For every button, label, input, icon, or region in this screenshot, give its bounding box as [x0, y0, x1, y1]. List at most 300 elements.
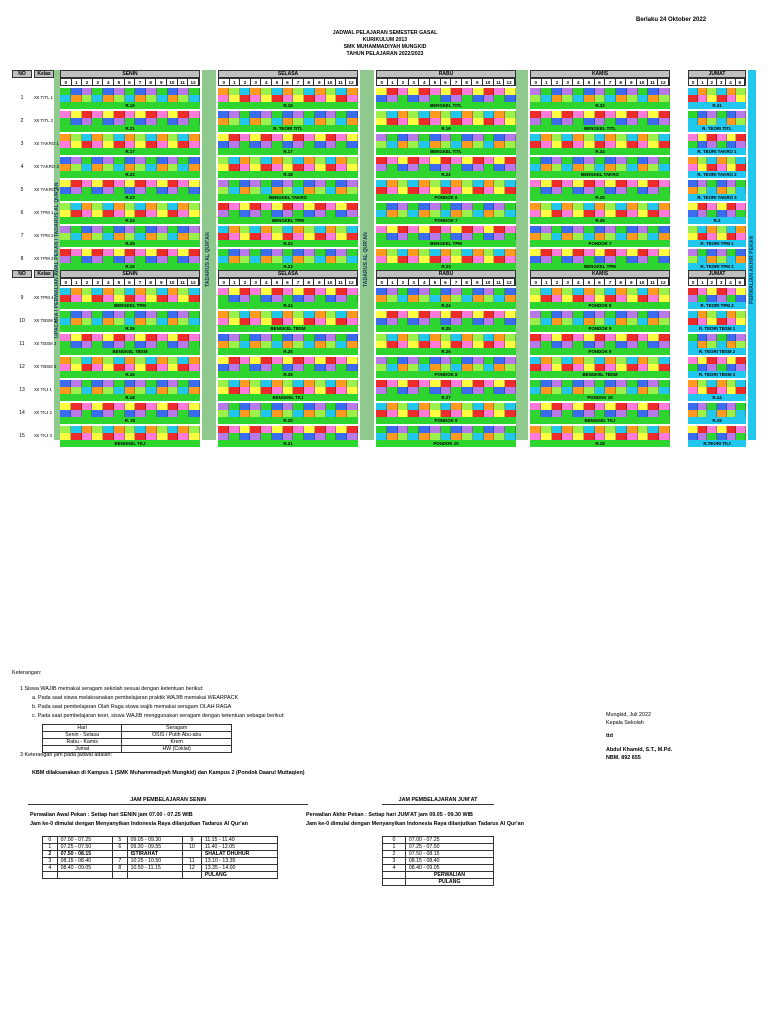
lesson-slot	[462, 357, 473, 364]
lesson-slot	[347, 403, 358, 410]
lesson-slot	[315, 311, 326, 318]
lesson-strip	[218, 157, 358, 164]
lesson-slot	[387, 187, 398, 194]
row-class: XII TBSM 1	[34, 318, 57, 323]
lesson-slot	[573, 295, 584, 302]
lesson-slot	[707, 256, 717, 263]
lesson-slot	[541, 157, 552, 164]
lesson-slot	[326, 233, 337, 240]
lesson-slot	[584, 256, 595, 263]
senin-hour-cell: 8	[113, 865, 128, 872]
lesson-slot	[60, 233, 71, 240]
lesson-slot	[315, 288, 326, 295]
lesson-slot	[315, 357, 326, 364]
lesson-slot	[218, 88, 229, 95]
lesson-slot	[441, 410, 452, 417]
lesson-slot	[240, 295, 251, 302]
lesson-strip	[530, 203, 670, 210]
lesson-slot	[92, 226, 103, 233]
lesson-slot	[552, 134, 563, 141]
lesson-slot	[688, 387, 698, 394]
row-number: 10	[19, 318, 25, 324]
lesson-slot	[293, 288, 304, 295]
lesson-slot	[688, 187, 698, 194]
lesson-slot	[168, 426, 179, 433]
lesson-slot	[659, 180, 670, 187]
lesson-slot	[218, 249, 229, 256]
lesson-slot	[688, 334, 698, 341]
lesson-slot	[584, 141, 595, 148]
lesson-slot	[240, 157, 251, 164]
lesson-slot	[82, 118, 93, 125]
lesson-slot	[218, 210, 229, 217]
lesson-slot	[315, 187, 326, 194]
lesson-slot	[584, 426, 595, 433]
lesson-strip	[60, 387, 200, 394]
period-number: 4	[419, 279, 430, 285]
lesson-slot	[82, 318, 93, 325]
lesson-slot	[229, 288, 240, 295]
lesson-slot	[261, 203, 272, 210]
lesson-slot	[727, 210, 737, 217]
lesson-slot	[707, 341, 717, 348]
jumat-hours-title: JAM PEMBELAJARAN JUM'AT	[382, 796, 494, 805]
lesson-slot	[627, 187, 638, 194]
lesson-slot	[240, 141, 251, 148]
senin-hour-cell: 7	[113, 858, 128, 865]
lesson-slot	[336, 341, 347, 348]
lesson-slot	[648, 233, 659, 240]
lesson-slot	[103, 426, 114, 433]
lesson-slot	[218, 433, 229, 440]
room-label: BENGKEL TITL	[376, 148, 516, 155]
jumat-hour-cell	[383, 872, 406, 879]
lesson-slot	[103, 311, 114, 318]
lesson-slot	[541, 410, 552, 417]
lesson-slot	[229, 164, 240, 171]
room-label: R. TEORI TAKRO 3	[688, 194, 746, 201]
period-number: 4	[573, 79, 584, 85]
lesson-slot	[347, 364, 358, 371]
period-number: 11	[494, 79, 505, 85]
lesson-slot	[648, 403, 659, 410]
room-label: R.22	[218, 240, 358, 247]
period-numbers	[376, 278, 516, 286]
lesson-slot	[717, 141, 727, 148]
lesson-slot	[562, 426, 573, 433]
lesson-slot	[698, 387, 708, 394]
lesson-slot	[430, 88, 441, 95]
lesson-slot	[717, 311, 727, 318]
lesson-slot	[419, 95, 430, 102]
lesson-slot	[736, 256, 746, 263]
lesson-slot	[178, 88, 189, 95]
lesson-slot	[616, 311, 627, 318]
lesson-strip	[60, 111, 200, 118]
jumat-line-2: Jam ke-0 dimulai dengan Menyanyikan Indonesia Raya dilanjutkan Tadarus Al Qur'an	[306, 821, 524, 827]
lesson-slot	[638, 426, 649, 433]
lesson-slot	[727, 380, 737, 387]
lesson-slot	[707, 318, 717, 325]
lesson-strip	[376, 180, 516, 187]
lesson-slot	[595, 141, 606, 148]
lesson-slot	[595, 249, 606, 256]
lesson-strip	[530, 210, 670, 217]
lesson-slot	[336, 387, 347, 394]
lesson-slot	[505, 364, 516, 371]
lesson-slot	[562, 203, 573, 210]
lesson-slot	[398, 249, 409, 256]
senin-hour-cell: PULANG	[201, 872, 277, 879]
lesson-slot	[135, 118, 146, 125]
lesson-slot	[398, 410, 409, 417]
lesson-slot	[441, 226, 452, 233]
lesson-slot	[387, 210, 398, 217]
lesson-slot	[146, 111, 157, 118]
senin-hour-cell	[113, 872, 128, 879]
lesson-slot	[638, 433, 649, 440]
lesson-slot	[347, 295, 358, 302]
lesson-slot	[638, 226, 649, 233]
lesson-slot	[408, 311, 419, 318]
lesson-slot	[250, 357, 261, 364]
lesson-strip	[530, 387, 670, 394]
room-label: R.26	[530, 217, 670, 224]
lesson-slot	[261, 226, 272, 233]
lesson-slot	[92, 249, 103, 256]
lesson-strip	[218, 288, 358, 295]
lesson-slot	[727, 134, 737, 141]
lesson-slot	[484, 387, 495, 394]
lesson-slot	[178, 203, 189, 210]
jumat-hour-cell: 2	[383, 851, 406, 858]
lesson-slot	[736, 357, 746, 364]
lesson-slot	[605, 249, 616, 256]
lesson-slot	[336, 203, 347, 210]
lesson-slot	[595, 311, 606, 318]
lesson-slot	[240, 311, 251, 318]
lesson-slot	[584, 180, 595, 187]
lesson-slot	[261, 380, 272, 387]
lesson-slot	[707, 334, 717, 341]
lesson-slot	[240, 341, 251, 348]
lesson-slot	[473, 380, 484, 387]
lesson-slot	[272, 433, 283, 440]
room-label: R.23	[60, 194, 200, 201]
lesson-slot	[398, 318, 409, 325]
lesson-slot	[530, 249, 541, 256]
lesson-slot	[293, 403, 304, 410]
lesson-slot	[60, 357, 71, 364]
period-number: 6	[595, 279, 606, 285]
lesson-slot	[376, 111, 387, 118]
lesson-slot	[92, 387, 103, 394]
lesson-strip	[530, 226, 670, 233]
lesson-strip	[530, 118, 670, 125]
lesson-slot	[505, 141, 516, 148]
lesson-slot	[484, 141, 495, 148]
lesson-slot	[430, 233, 441, 240]
lesson-slot	[125, 295, 136, 302]
lesson-slot	[178, 187, 189, 194]
lesson-slot	[168, 288, 179, 295]
lesson-slot	[189, 256, 200, 263]
period-number: 12	[188, 279, 199, 285]
lesson-slot	[430, 118, 441, 125]
period-number: 5	[114, 279, 125, 285]
lesson-slot	[387, 180, 398, 187]
lesson-slot	[530, 387, 541, 394]
lesson-slot	[688, 288, 698, 295]
lesson-slot	[135, 403, 146, 410]
lesson-slot	[60, 426, 71, 433]
lesson-slot	[659, 334, 670, 341]
room-label: R.16	[60, 263, 200, 270]
lesson-slot	[484, 134, 495, 141]
lesson-slot	[627, 311, 638, 318]
lesson-slot	[419, 311, 430, 318]
lesson-slot	[283, 88, 294, 95]
lesson-slot	[293, 380, 304, 387]
lesson-slot	[473, 164, 484, 171]
lesson-slot	[473, 341, 484, 348]
lesson-slot	[707, 387, 717, 394]
lesson-slot	[552, 334, 563, 341]
lesson-slot	[103, 341, 114, 348]
lesson-slot	[304, 88, 315, 95]
lesson-slot	[727, 433, 737, 440]
lesson-slot	[494, 341, 505, 348]
lesson-slot	[82, 311, 93, 318]
lesson-slot	[387, 249, 398, 256]
lesson-slot	[451, 387, 462, 394]
lesson-slot	[408, 288, 419, 295]
lesson-slot	[326, 95, 337, 102]
lesson-slot	[398, 341, 409, 348]
lesson-slot	[727, 357, 737, 364]
lesson-slot	[336, 288, 347, 295]
period-number: 7	[451, 79, 462, 85]
senin-hour-cell: 09.30 - 09.55	[127, 844, 182, 851]
period-number: 10	[325, 79, 336, 85]
senin-hour-cell	[183, 851, 202, 858]
period-number: 2	[240, 279, 251, 285]
lesson-slot	[530, 433, 541, 440]
lesson-slot	[573, 249, 584, 256]
lesson-slot	[146, 203, 157, 210]
period-number: 8	[146, 279, 157, 285]
lesson-slot	[541, 210, 552, 217]
lesson-slot	[408, 334, 419, 341]
lesson-slot	[189, 364, 200, 371]
lesson-slot	[218, 387, 229, 394]
lesson-strip	[376, 118, 516, 125]
lesson-slot	[595, 295, 606, 302]
lesson-slot	[530, 210, 541, 217]
lesson-slot	[135, 318, 146, 325]
lesson-slot	[408, 187, 419, 194]
lesson-slot	[347, 203, 358, 210]
lesson-slot	[250, 410, 261, 417]
lesson-slot	[261, 141, 272, 148]
room-label: R.18	[60, 394, 200, 401]
lesson-strip	[218, 318, 358, 325]
period-number: 4	[261, 279, 272, 285]
lesson-slot	[250, 95, 261, 102]
lesson-slot	[605, 410, 616, 417]
lesson-slot	[125, 410, 136, 417]
lesson-slot	[157, 210, 168, 217]
lesson-slot	[92, 357, 103, 364]
lesson-slot	[240, 433, 251, 440]
lesson-slot	[114, 311, 125, 318]
room-label: R. TEORI TITL	[218, 125, 358, 132]
lesson-slot	[82, 233, 93, 240]
lesson-slot	[103, 233, 114, 240]
lesson-slot	[605, 88, 616, 95]
lesson-slot	[484, 410, 495, 417]
lesson-slot	[707, 364, 717, 371]
schedule-table	[12, 70, 756, 446]
row-number: 1	[20, 95, 24, 101]
day-header-top-3: KAMIS	[530, 70, 670, 78]
lesson-slot	[178, 295, 189, 302]
lesson-slot	[60, 203, 71, 210]
lesson-slot	[484, 95, 495, 102]
lesson-slot	[293, 295, 304, 302]
lesson-slot	[92, 88, 103, 95]
lesson-strip	[60, 341, 200, 348]
sign-nbm: NBM. 892 655	[606, 755, 641, 761]
lesson-slot	[272, 210, 283, 217]
row-class: XII TKJ 3	[34, 433, 52, 438]
lesson-slot	[168, 141, 179, 148]
lesson-slot	[541, 226, 552, 233]
lesson-slot	[659, 256, 670, 263]
lesson-slot	[135, 187, 146, 194]
lesson-slot	[462, 403, 473, 410]
room-label: R.26	[218, 371, 358, 378]
lesson-slot	[627, 88, 638, 95]
lesson-slot	[541, 187, 552, 194]
lesson-slot	[698, 141, 708, 148]
room-label: PONDOK 10	[530, 394, 670, 401]
note-1a: a. Pada saat siswa melaksanakan pembelajaran praktik WAJIB memakai WEARPACK	[32, 695, 239, 701]
lesson-slot	[92, 180, 103, 187]
lesson-slot	[92, 410, 103, 417]
lesson-slot	[293, 134, 304, 141]
lesson-slot	[103, 334, 114, 341]
lesson-slot	[387, 88, 398, 95]
lesson-slot	[283, 410, 294, 417]
senin-hour-cell: 12	[183, 865, 202, 872]
lesson-slot	[505, 295, 516, 302]
lesson-slot	[189, 164, 200, 171]
senin-hour-cell: 08.15 - 08.40	[57, 858, 112, 865]
lesson-slot	[157, 318, 168, 325]
lesson-slot	[326, 341, 337, 348]
lesson-slot	[250, 210, 261, 217]
lesson-slot	[638, 357, 649, 364]
lesson-slot	[135, 203, 146, 210]
left-band-label: UPACARA / PERWALIAN AWAL PEKAN / TADARUS AL QUR'AN	[54, 182, 60, 338]
lesson-slot	[103, 249, 114, 256]
lesson-strip	[60, 118, 200, 125]
lesson-slot	[293, 88, 304, 95]
room-label: R.2	[688, 217, 746, 224]
lesson-slot	[648, 249, 659, 256]
lesson-slot	[441, 210, 452, 217]
lesson-slot	[430, 95, 441, 102]
lesson-slot	[146, 180, 157, 187]
lesson-slot	[616, 426, 627, 433]
room-label: R.31	[688, 102, 746, 109]
lesson-slot	[584, 210, 595, 217]
lesson-slot	[336, 357, 347, 364]
lesson-slot	[727, 288, 737, 295]
lesson-slot	[494, 410, 505, 417]
lesson-slot	[189, 341, 200, 348]
lesson-strip	[218, 357, 358, 364]
lesson-slot	[451, 364, 462, 371]
lesson-slot	[189, 249, 200, 256]
lesson-slot	[573, 387, 584, 394]
lesson-slot	[82, 141, 93, 148]
lesson-slot	[419, 288, 430, 295]
lesson-slot	[125, 95, 136, 102]
lesson-slot	[698, 357, 708, 364]
lesson-slot	[326, 118, 337, 125]
lesson-slot	[573, 134, 584, 141]
senin-hour-cell: 11.15 - 11.40	[201, 837, 277, 844]
lesson-slot	[462, 387, 473, 394]
lesson-slot	[315, 433, 326, 440]
lesson-slot	[707, 403, 717, 410]
lesson-slot	[114, 334, 125, 341]
lesson-slot	[157, 164, 168, 171]
lesson-slot	[218, 357, 229, 364]
room-label: R.27	[376, 394, 516, 401]
lesson-slot	[250, 111, 261, 118]
lesson-slot	[530, 341, 541, 348]
lesson-slot	[347, 226, 358, 233]
lesson-slot	[114, 341, 125, 348]
lesson-slot	[168, 387, 179, 394]
lesson-slot	[114, 210, 125, 217]
lesson-slot	[157, 426, 168, 433]
lesson-slot	[638, 233, 649, 240]
lesson-slot	[473, 210, 484, 217]
lesson-slot	[659, 426, 670, 433]
period-numbers	[530, 278, 670, 286]
lesson-slot	[659, 226, 670, 233]
lesson-slot	[272, 410, 283, 417]
lesson-slot	[473, 141, 484, 148]
lesson-slot	[114, 403, 125, 410]
period-number: 0	[61, 279, 72, 285]
room-label: R.25	[530, 194, 670, 201]
day-header-mid-2: RABU	[376, 270, 516, 278]
lesson-slot	[261, 111, 272, 118]
lesson-slot	[272, 334, 283, 341]
lesson-slot	[125, 134, 136, 141]
lesson-slot	[736, 334, 746, 341]
lesson-slot	[659, 187, 670, 194]
room-label: BENGKEL TBSM	[60, 348, 200, 355]
lesson-slot	[616, 187, 627, 194]
lesson-slot	[494, 426, 505, 433]
lesson-strip	[60, 311, 200, 318]
